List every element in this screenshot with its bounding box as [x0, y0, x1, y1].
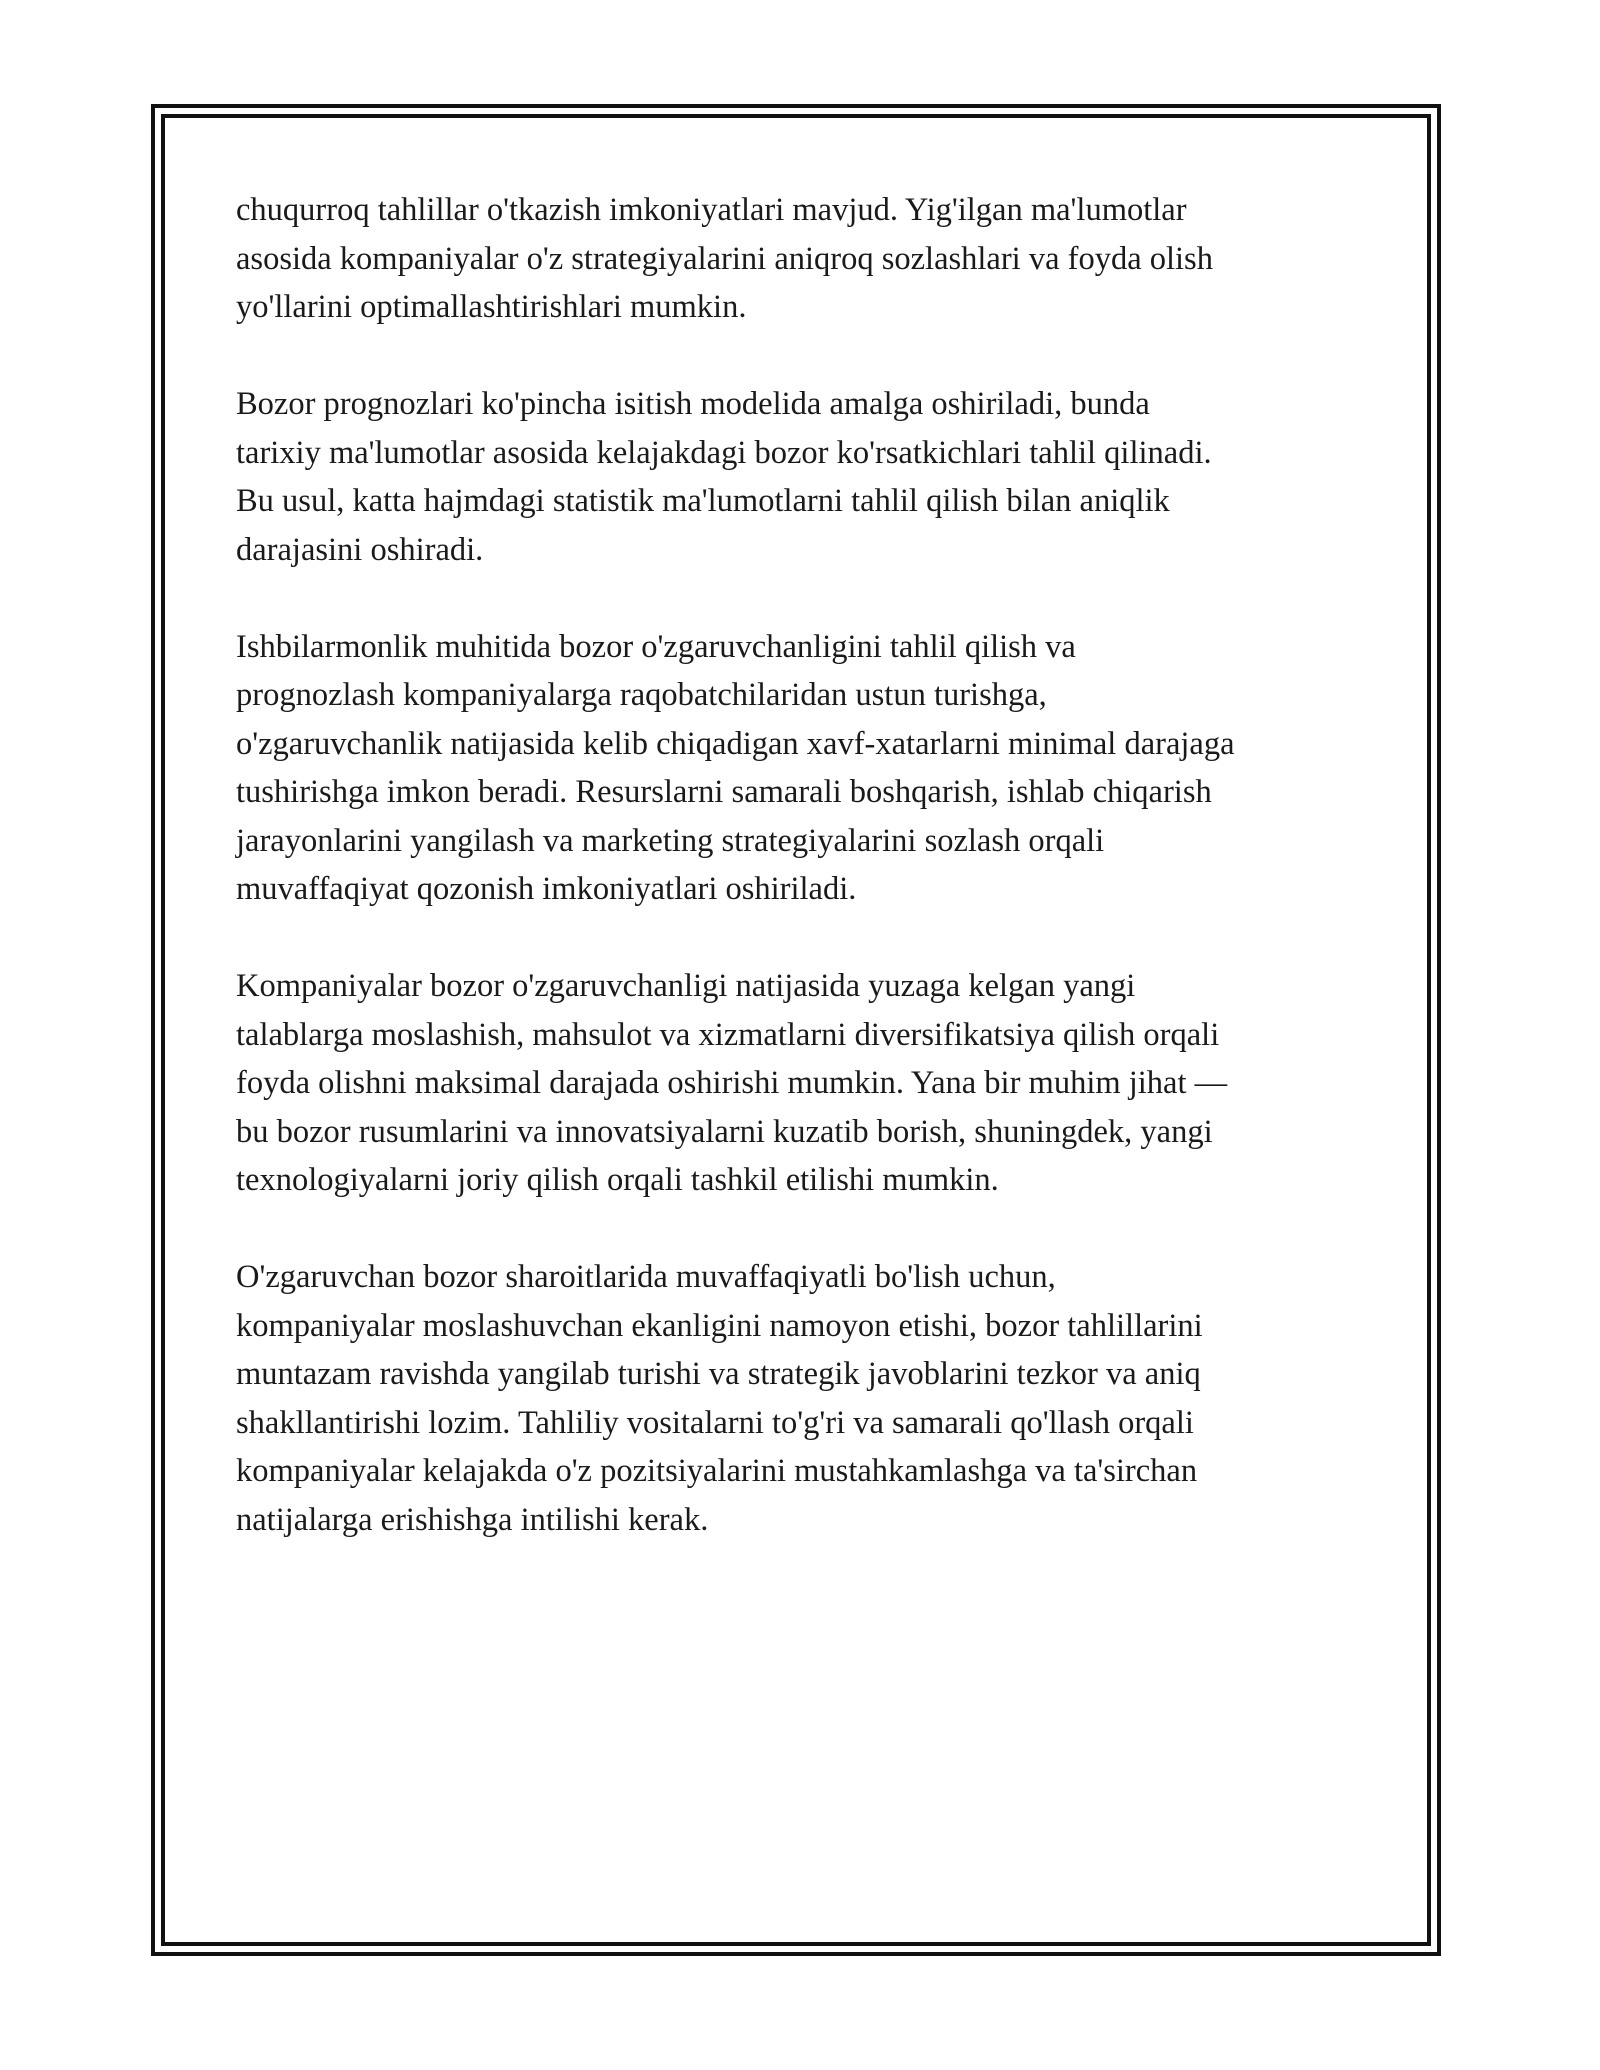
text-line: o'zgaruvchanlik natijasida kelib chiqadigan xavf-xatarlarni minimal darajaga	[236, 725, 1235, 762]
text-line: shakllantirishi lozim. Tahliliy vositalarni to'g'ri va samarali qo'llash orqali	[236, 1404, 1194, 1441]
paragraph-3	[236, 623, 1376, 914]
text-line: tushirishga imkon beradi. Resurslarni samarali boshqarish, ishlab chiqarish	[236, 774, 1212, 810]
text-line: yo'llarini optimallashtirishlari mumkin.	[236, 289, 747, 325]
text-line: chuqurroq tahlillar o'tkazish imkoniyatlari mavjud. Yig'ilgan ma'lumotlar	[236, 192, 1187, 228]
text-line: texnologiyalarni joriy qilish orqali tashkil etilishi mumkin.	[236, 1162, 999, 1198]
text-line: tarixiy ma'lumotlar asosida kelajakdagi bozor ko'rsatkichlari tahlil qilinadi.	[236, 434, 1212, 471]
text-line: prognozlash kompaniyalarga raqobatchilaridan ustun turishga,	[236, 677, 1047, 713]
text-line: bu bozor rusumlarini va innovatsiyalarni kuzatib borish, shuningdek, yangi	[236, 1113, 1213, 1150]
text-line: Bu usul, katta hajmdagi statistik ma'lumotlarni tahlil qilish bilan aniqlik	[236, 483, 1170, 519]
text-line: Bozor prognozlari ko'pincha isitish modelida amalga oshiriladi, bunda	[236, 386, 1150, 422]
text-line: muntazam ravishda yangilab turishi va strategik javoblarini tezkor va aniq	[236, 1356, 1201, 1392]
text-line: O'zgaruvchan bozor sharoitlarida muvaffaqiyatli bo'lish uchun,	[236, 1259, 1056, 1295]
text-line: kompaniyalar moslashuvchan ekanligini namoyon etishi, bozor tahlillarini	[236, 1307, 1203, 1344]
text-line: Kompaniyalar bozor o'zgaruvchanligi natijasida yuzaga kelgan yangi	[236, 968, 1136, 1004]
paragraph-4	[236, 962, 1376, 1205]
text-line: jarayonlarini yangilash va marketing strategiyalarini sozlash orqali	[236, 822, 1105, 859]
text-line: muvaffaqiyat qozonish imkoniyatlari oshiriladi.	[236, 871, 857, 907]
paragraph-1	[236, 186, 1376, 332]
paragraph-5	[236, 1253, 1376, 1544]
text-line: talablarga moslashish, mahsulot va xizmatlarni diversifikatsiya qilish orqali	[236, 1016, 1220, 1053]
paragraph-2	[236, 380, 1376, 574]
text-line: asosida kompaniyalar o'z strategiyalarini aniqroq sozlashlari va foyda olish	[236, 240, 1213, 277]
text-line: Ishbilarmonlik muhitida bozor o'zgaruvchanligini tahlil qilish va	[236, 628, 1076, 665]
text-line: foyda olishni maksimal darajada oshirishi mumkin. Yana bir muhim jihat —	[236, 1065, 1228, 1101]
document-body	[236, 186, 1376, 1593]
text-line: darajasini oshiradi.	[236, 531, 484, 568]
text-line: natijalarga erishishga intilishi kerak.	[236, 1501, 709, 1538]
text-line: kompaniyalar kelajakda o'z pozitsiyalarini mustahkamlashga va ta'sirchan	[236, 1453, 1198, 1489]
